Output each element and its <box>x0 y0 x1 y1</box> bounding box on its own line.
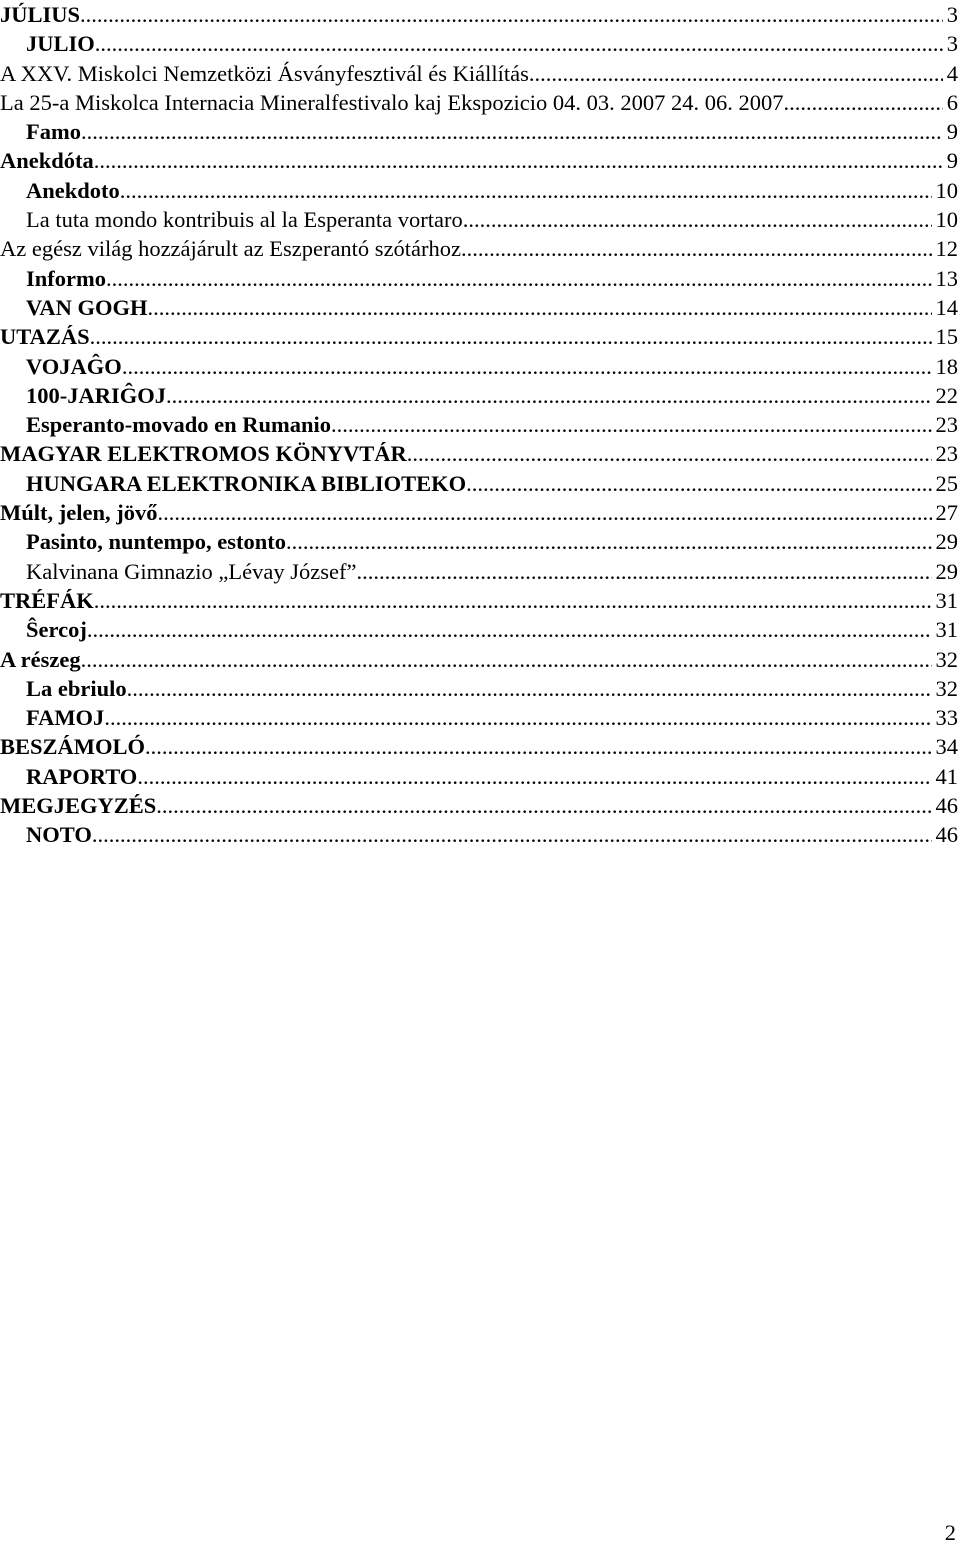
toc-dot-leader <box>122 352 932 381</box>
toc-entry-title: A részeg <box>0 646 81 672</box>
toc-entry[interactable] <box>0 29 960 58</box>
toc-entry[interactable] <box>0 264 960 293</box>
toc-dot-leader <box>286 527 931 556</box>
toc-entry-title: JÚLIUS <box>0 2 81 27</box>
toc-dot-leader <box>461 234 931 263</box>
toc-entry-page: 46 <box>935 793 958 819</box>
toc-entry-page: 29 <box>935 529 958 555</box>
toc-entry-title: La tuta mondo kontribuis al la Esperanta vortaro <box>26 207 463 233</box>
toc-entry-title: MEGJEGYZÉS <box>0 793 157 819</box>
toc-entry[interactable] <box>0 615 960 644</box>
toc-entry-page: 46 <box>935 822 958 848</box>
toc-entry-page: 10 <box>935 177 958 203</box>
page-number: 2 <box>944 1520 956 1545</box>
toc-entry-page: 32 <box>935 675 958 701</box>
toc-entry-page: 4 <box>946 60 958 86</box>
toc-dot-leader <box>81 645 932 674</box>
toc-entry-title: Anekdóta <box>0 148 94 174</box>
toc-entry[interactable] <box>0 439 960 468</box>
toc-entry-title: La ebriulo <box>26 675 127 701</box>
toc-entry[interactable] <box>0 645 960 674</box>
toc-entry[interactable] <box>0 293 960 322</box>
toc-entry-page: 14 <box>935 294 958 320</box>
toc-entry-title: 100-JARIĜOJ <box>26 382 166 408</box>
toc-dot-leader <box>104 703 931 732</box>
toc-entry[interactable] <box>0 469 960 498</box>
toc-dot-leader <box>94 146 943 175</box>
toc-dot-leader <box>529 59 943 88</box>
toc-entry-title: BESZÁMOLÓ <box>0 734 146 760</box>
toc-entry-title: Pasinto, nuntempo, estonto <box>26 529 287 555</box>
toc-dot-leader <box>80 0 943 29</box>
toc-entry[interactable] <box>0 498 960 527</box>
toc-entry-page: 31 <box>935 617 958 643</box>
toc-entry-page: 23 <box>935 412 958 438</box>
toc-entry-title: FAMOJ <box>26 705 105 731</box>
toc-entry-page: 31 <box>935 587 958 613</box>
toc-entry-title: Informo <box>26 265 106 291</box>
toc-entry[interactable] <box>0 586 960 615</box>
toc-entry[interactable] <box>0 322 960 351</box>
toc-entry-title: VOJAĜO <box>26 353 122 379</box>
toc-dot-leader <box>789 88 943 117</box>
toc-entry-title: VAN GOGH <box>26 294 148 320</box>
toc-dot-leader <box>157 498 931 527</box>
toc-entry[interactable] <box>0 527 960 556</box>
toc-dot-leader <box>145 732 931 761</box>
toc-dot-leader <box>156 791 931 820</box>
toc-entry[interactable] <box>0 410 960 439</box>
toc-entry-title: NOTO <box>26 822 92 848</box>
toc-entry-page: 18 <box>935 353 958 379</box>
toc-entry[interactable] <box>0 205 960 234</box>
toc-dot-leader <box>407 439 932 468</box>
toc-entry-title: RAPORTO <box>26 763 138 789</box>
toc-entry[interactable] <box>0 352 960 381</box>
toc-entry[interactable] <box>0 117 960 146</box>
toc-dot-leader <box>356 557 931 586</box>
toc-entry[interactable] <box>0 703 960 732</box>
toc-entry-page: 12 <box>935 236 958 262</box>
toc-entry-page: 32 <box>935 646 958 672</box>
toc-dot-leader <box>137 762 931 791</box>
toc-entry-title: UTAZÁS <box>0 324 90 350</box>
toc-entry-page: 25 <box>935 470 958 496</box>
toc-entry-title: HUNGARA ELEKTRONIKA BIBLIOTEKO <box>26 470 467 496</box>
toc-entry-page: 41 <box>935 763 958 789</box>
toc-dot-leader <box>463 205 932 234</box>
toc-entry-page: 3 <box>946 31 958 57</box>
toc-entry-title: La 25-a Miskolca Internacia Mineralfestivalo kaj Ekspozicio 04. 03. 2007 24. 06. 2007. <box>0 89 790 115</box>
toc-entry-title: MAGYAR ELEKTROMOS KÖNYVTÁR <box>0 441 407 467</box>
toc-entry[interactable] <box>0 88 960 117</box>
toc-dot-leader <box>106 264 932 293</box>
toc-entry-page: 33 <box>935 705 958 731</box>
toc-dot-leader <box>95 29 943 58</box>
toc-dot-leader <box>120 176 932 205</box>
toc-entry[interactable] <box>0 0 960 29</box>
toc-dot-leader <box>94 586 932 615</box>
toc-entry-title: Ŝercoj <box>26 617 87 643</box>
toc-dot-leader <box>147 293 931 322</box>
toc-dot-leader <box>81 117 943 146</box>
toc-entry-title: Famo <box>26 119 81 145</box>
toc-entry-title: Kalvinana Gimnazio „Lévay József” <box>26 558 357 584</box>
toc-entry-page: 6 <box>946 89 958 115</box>
toc-entry-page: 3 <box>946 2 958 27</box>
toc-entry[interactable] <box>0 146 960 175</box>
toc-entry-page: 15 <box>935 324 958 350</box>
toc-entry-title: Anekdoto <box>26 177 120 203</box>
toc-entry[interactable] <box>0 674 960 703</box>
toc-dot-leader <box>127 674 932 703</box>
toc-entry[interactable] <box>0 176 960 205</box>
toc-entry-page: 27 <box>935 500 958 526</box>
toc-entry-title: JULIO <box>26 31 95 57</box>
toc-entry-title: Esperanto-movado en Rumanio <box>26 412 332 438</box>
toc-entry-page: 29 <box>935 558 958 584</box>
toc-entry-title: TRÉFÁK <box>0 587 94 613</box>
toc-dot-leader <box>92 820 932 849</box>
toc-entry-title: Múlt, jelen, jövő <box>0 500 158 526</box>
toc-entry-page: 22 <box>935 382 958 408</box>
toc-entry[interactable] <box>0 557 960 586</box>
toc-entry[interactable] <box>0 762 960 791</box>
toc-dot-leader <box>466 469 931 498</box>
toc-entry[interactable] <box>0 59 960 88</box>
toc-entry-page: 9 <box>946 148 958 174</box>
toc-entry[interactable] <box>0 732 960 761</box>
toc-dot-leader <box>90 322 932 351</box>
toc-dot-leader <box>87 615 932 644</box>
toc-entry[interactable] <box>0 791 960 820</box>
toc-entry-title: Az egész világ hozzájárult az Eszperantó szótárhoz <box>0 236 462 262</box>
toc-entry-page: 34 <box>935 734 958 760</box>
toc-entry-page: 9 <box>946 119 958 145</box>
toc-entry[interactable] <box>0 381 960 410</box>
toc-entry-page: 10 <box>935 207 958 233</box>
toc-entry-page: 13 <box>935 265 958 291</box>
toc-entry-title: A XXV. Miskolci Nemzetközi Ásványfesztivál és Kiállítás <box>0 60 529 86</box>
toc-entry[interactable] <box>0 234 960 263</box>
toc-dot-leader <box>331 410 931 439</box>
toc-entry[interactable] <box>0 820 960 849</box>
toc-entry-page: 23 <box>935 441 958 467</box>
toc-dot-leader <box>166 381 932 410</box>
